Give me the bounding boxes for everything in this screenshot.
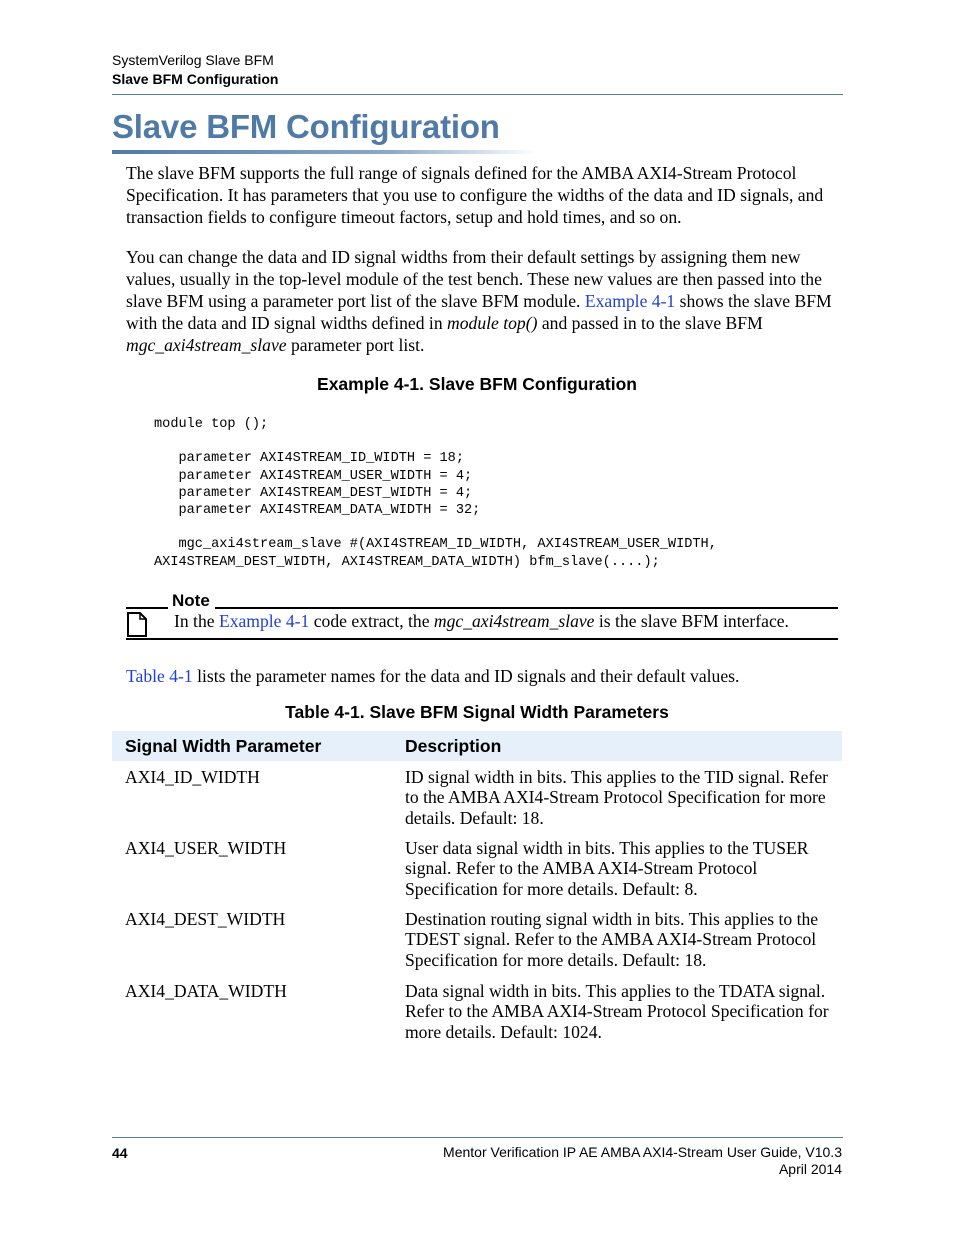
footer-date: April 2014 [778, 1161, 842, 1177]
table-row [112, 909, 842, 981]
footer-divider [112, 1137, 843, 1138]
parameter-description: Data signal width in bits. This applies to the TDATA signal. Refer to the AMBA AXI4-Stream Protocol Specification for more details. Default: 1024. [405, 981, 829, 1042]
note-icon [126, 612, 148, 638]
example-caption: Example 4-1. Slave BFM Configuration [317, 374, 637, 394]
example-link[interactable]: Example 4-1 [584, 291, 676, 311]
table-row [112, 767, 842, 838]
parameter-name: AXI4_USER_WIDTH [125, 838, 287, 858]
parameter-description: Destination routing signal width in bits. This applies to the TDEST signal. Refer to the AMBA AXI4-Stream Protocol Specification for more details. Default: 18. [405, 909, 819, 970]
parameters-table [112, 731, 842, 1052]
parameter-description: ID signal width in bits. This applies to the TID signal. Refer to the AMBA AXI4-Stream Protocol Specification for more details. Default: 18. [405, 767, 829, 828]
text: lists the parameter names for the data and ID signals and their default values. [192, 666, 740, 686]
table-intro-paragraph [126, 665, 739, 687]
text: You can change the data and ID signal widths from their default settings by assigning them new values, usually in the top-level module of the test bench. These new values are then passed into the slave BFM using a parameter port list of the slave BFM module. [126, 247, 822, 311]
text: is the slave BFM interface. [594, 611, 789, 631]
table-caption: Table 4-1. Slave BFM Signal Width Parameters [285, 702, 669, 722]
page-number: 44 [112, 1145, 128, 1161]
text: In the [174, 611, 219, 631]
table-header-row [112, 731, 842, 761]
parameter-name: AXI4_DATA_WIDTH [125, 981, 287, 1001]
code-block: module top (); parameter AXI4STREAM_ID_WIDTH = 18; parameter AXI4STREAM_USER_WIDTH = 4; parameter AXI4STREAM_DEST_WIDTH = 4; parameter AXI4STREAM_DATA_WIDTH = 32; mgc_axi4stream_slave #(AXI4STREAM_ID_WIDTH, AXI4STREAM_USER_WIDTH, AXI4STREAM_DEST_WIDTH, AXI4STREAM_DATA_WIDTH) bfm_slave(....); [154, 417, 717, 570]
running-header-subsection: Slave BFM Configuration [112, 71, 279, 87]
italic-text: module top() [447, 313, 538, 333]
example-link[interactable]: Example 4-1 [218, 611, 310, 631]
note-rule-bottom [126, 638, 838, 640]
text: code extract, the [309, 611, 434, 631]
column-header-parameter: Signal Width Parameter [125, 736, 322, 756]
page-title: Slave BFM Configuration [112, 108, 500, 145]
footer-doc-title: Mentor Verification IP AE AMBA AXI4-Stream User Guide, V10.3 [443, 1144, 842, 1160]
widths-paragraph [126, 246, 842, 356]
column-header-description: Description [405, 736, 502, 756]
text: shows the slave BFM with the data and ID signal widths defined in [126, 291, 832, 333]
parameter-name: AXI4_ID_WIDTH [125, 767, 260, 787]
table-row [112, 981, 842, 1052]
italic-text: mgc_axi4stream_slave [433, 611, 595, 631]
note-rule-right [215, 607, 838, 609]
intro-paragraph: The slave BFM supports the full range of signals defined for the AMBA AXI4-Stream Protocol Specification. It has parameters that you use to configure the widths of the data and ID signals, and transaction fields to configure timeout factors, setup and hold times, and so on. [126, 163, 824, 227]
parameter-description: User data signal width in bits. This applies to the TUSER signal. Refer to the AMBA AXI4-Stream Protocol Specification for more details. Default: 8. [405, 838, 809, 899]
title-underline [112, 150, 536, 154]
italic-text: mgc_axi4stream_slave [126, 335, 287, 355]
note-text [174, 610, 789, 632]
text: and passed in to the slave BFM [537, 313, 763, 333]
header-divider [112, 94, 843, 95]
note-rule-left [126, 607, 168, 609]
running-header-section: SystemVerilog Slave BFM [112, 52, 274, 68]
note-label: Note [172, 591, 210, 610]
parameter-name: AXI4_DEST_WIDTH [125, 909, 286, 929]
text: parameter port list. [286, 335, 425, 355]
table-link[interactable]: Table 4-1 [126, 666, 193, 686]
table-row [112, 838, 842, 909]
